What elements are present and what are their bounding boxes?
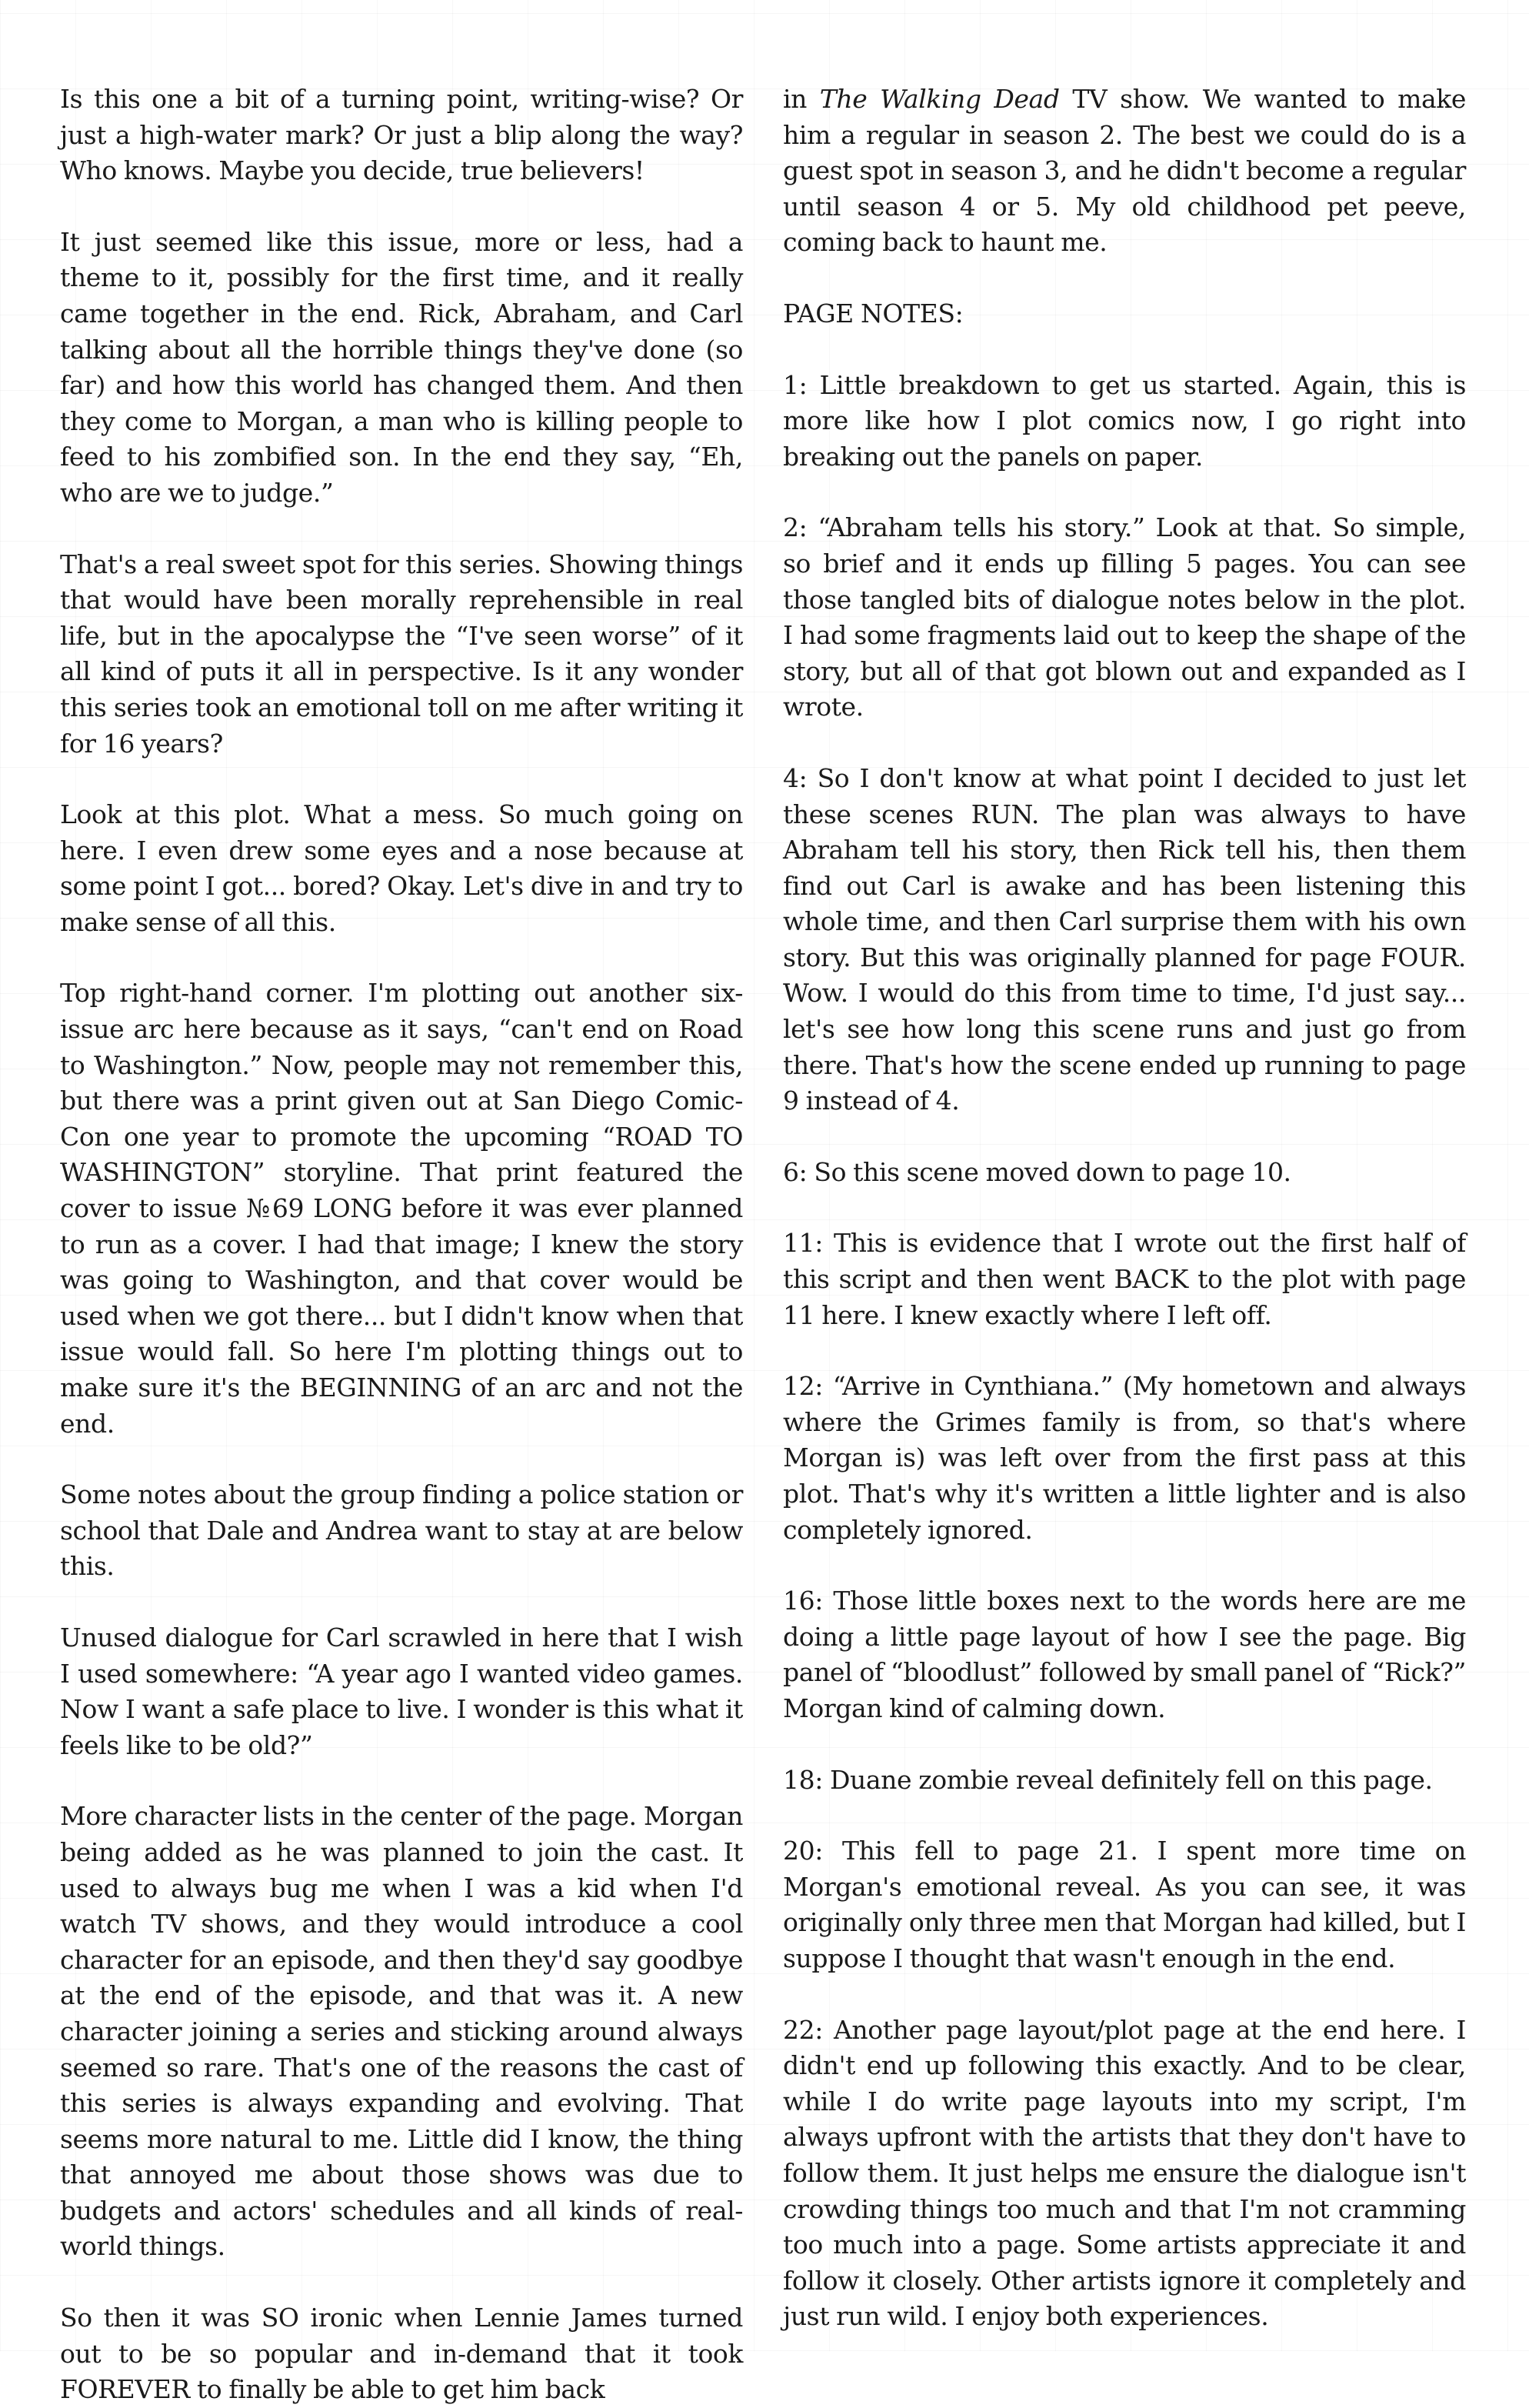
paragraph: That's a real sweet spot for this series. Showing things that would have been morally reprehensible in real life, but in the apocalypse the “I've seen worse” of it all kind of puts it all in perspective. Is it any wonder this series took an emotional toll on me after writing it for 16 years? (60, 549, 744, 759)
continuation-text: TV show. We wanted to make him a regular in season 2. The best we could do is a guest spot in season 3, and he didn't become a regular until season 4 or 5. My old childhood pet peeve, coming back to haunt me. (783, 84, 1466, 258)
page-note: 1: Little breakdown to get us started. Again, this is more like how I plot comics now, I go right into breaking out the panels on paper. (783, 369, 1466, 472)
right-column (783, 82, 1466, 2335)
page-note: 4: So I don't know at what point I decided to just let these scenes RUN. The plan was always to have Abraham tell his story, then Rick tell his, then them find out Carl is awake and has been listening this whole time, and then Carl surprise them with his own story. But this was originally planned for page FOUR. Wow. I would do this from time to time, I'd just say... let's see how long this scene runs and just go from there. That's how the scene ended up running to page 9 instead of 4. (783, 762, 1466, 1116)
page-note: 18: Duane zombie reveal definitely fell on this page. (783, 1764, 1433, 1795)
paragraph: Is this one a bit of a turning point, writing-wise? Or just a high-water mark? Or just a blip along the way? Who knows. Maybe you decide, true believers! (60, 84, 743, 186)
paragraph: More character lists in the center of the page. Morgan being added as he was planned to join the cast. It used to always bug me when I was a kid when I'd watch TV shows, and they would introduce a cool character for an episode, and then they'd say goodbye at the end of the episode, and that was it. A new character joining a series and sticking around always seemed so rare. That's one of the reasons the cast of this series is always expanding and evolving. That seems more natural to me. Little did I know, the thing that annoyed me about those shows was due to budgets and actors' schedules and all kinds of real-world things. (60, 1801, 743, 2262)
paragraph: It just seemed like this issue, more or less, had a theme to it, possibly for the first time, and it really came together in the end. Rick, Abraham, and Carl talking about all the horrible things they've done (so far) and how this world has changed them. And then they come to Morgan, a man who is killing people to feed to his zombified son. In the end they say, “Eh, who are we to judge.” (60, 226, 743, 508)
page-notes-heading: PAGE NOTES: (783, 298, 964, 329)
continuation-prefix: in (783, 84, 820, 114)
page-note: 12: “Arrive in Cynthiana.” (My hometown and always where the Grimes family is from, so that's where Morgan is) was left over from the first pass at this plot. That's why it's written a little lighter and is also completely ignored. (783, 1371, 1466, 1545)
paragraph: Some notes about the group finding a police station or school that Dale and Andrea want to stay at are below this. (60, 1479, 743, 1582)
page-note: 2: “Abraham tells his story.” Look at that. So simple, so brief and it ends up filling 5 pages. You can see those tangled bits of dialogue notes below in the plot. I had some fragments laid out to keep the shape of the story, but all of that got blown out and expanded as I wrote. (783, 512, 1466, 722)
paragraph: Top right-hand corner. I'm plotting out another six-issue arc here because as it says, “can't end on Road to Washington.” Now, people may not remember this, but there was a print given out at San Diego Comic-Con one year to promote the upcoming “ROAD TO WASHINGTON” storyline. That print featured the cover to issue №69 LONG before it was ever planned to run as a cover. I had that image; I knew the story was going to Washington, and that cover would be used when we got there... but I didn't know when that issue would fall. So here I'm plotting things out to make sure it's the BEGINNING of an arc and not the end. (60, 978, 743, 1439)
page-note: 11: This is evidence that I wrote out the first half of this script and then went BACK to the plot with page 11 here. I knew exactly where I left off. (783, 1228, 1466, 1330)
paragraph: Look at this plot. What a mess. So much going on here. I even drew some eyes and a nose because at some point I got... bored? Okay. Let's dive in and try to make sense of all this. (60, 799, 743, 937)
page-note: 22: Another page layout/plot page at the end here. I didn't end up following this exactly. And to be clear, while I do write page layouts into my script, I'm always upfront with the artists that they don't have to follow them. It just helps me ensure the dialogue isn't crowding things too much and that I'm not cramming too much into a page. Some artists appreciate it and follow it closely. Other artists ignore it completely and just run wild. I enjoy both experiences. (783, 2014, 1466, 2332)
continuation-paragraph (783, 82, 1466, 261)
left-column (60, 82, 743, 2408)
page-note: 16: Those little boxes next to the words here are me doing a little page layout of how I see the page. Big panel of “bloodlust” followed by small panel of “Rick?” Morgan kind of calming down. (783, 1586, 1466, 1723)
show-title: The Walking Dead (819, 84, 1060, 114)
paragraph: Unused dialogue for Carl scrawled in here that I wish I used somewhere: “A year ago I wanted video games. Now I want a safe place to live. I wonder is this what it feels like to be old?” (60, 1622, 743, 1760)
page-note: 6: So this scene moved down to page 10. (783, 1156, 1291, 1187)
paragraph: So then it was SO ironic when Lennie James turned out to be so popular and in-demand that it took FOREVER to finally be able to get him back (60, 2303, 743, 2405)
page-note: 20: This fell to page 21. I spent more time on Morgan's emotional reveal. As you can see, it was originally only three men that Morgan had killed, but I suppose I thought that wasn't enough in the end. (783, 1836, 1466, 1973)
